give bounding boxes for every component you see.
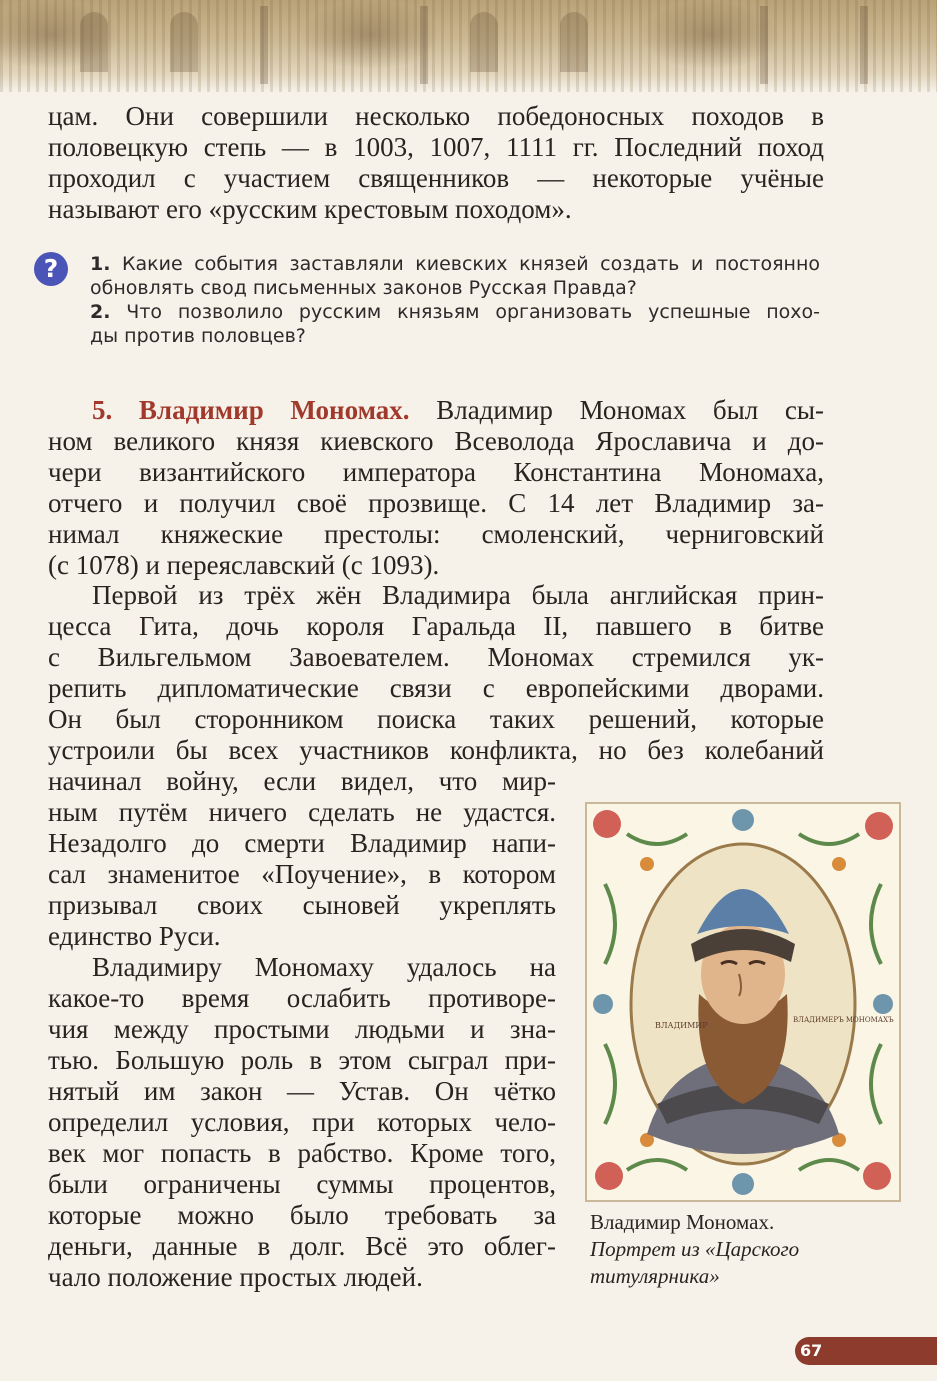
question-2-line: ды против половцев?	[90, 325, 306, 347]
header-ornament-right	[640, 0, 780, 70]
text-line: единство Руси.	[48, 921, 221, 951]
text-line: отчего и получил своё прозвище. С 14 лет Владимир за-	[48, 488, 824, 518]
caption-source-line-2: титулярника»	[590, 1264, 720, 1288]
question-text: Что позволило русским князьям организовать успешные похо-	[126, 301, 820, 323]
text-line: были ограничены суммы процентов,	[48, 1169, 556, 1199]
text-line: цесса Гита, дочь короля Гаральда II, павшего в битве	[48, 611, 824, 641]
text-line: Владимиру Мономаху удалось на	[92, 952, 556, 982]
inscription-right: ВЛАДИМЕРЪ МОНОМАХЪ	[793, 1016, 894, 1024]
text-line: призывал своих сыновей укреплять	[48, 890, 556, 920]
section-paragraph-2-narrow	[48, 766, 556, 952]
portrait-illustration	[587, 804, 899, 1200]
portrait-image	[585, 802, 901, 1202]
section-paragraph-1	[48, 395, 824, 581]
text-line: чия между простыми людьми и зна-	[48, 1014, 556, 1044]
question-icon: ?	[34, 252, 68, 286]
text-line: проходил с участием священников — некоторые учёные	[48, 163, 824, 193]
section-paragraph-3	[48, 952, 556, 1293]
text-line: нимал княжеские престолы: смоленский, черниговский	[48, 519, 824, 549]
header-column	[760, 6, 768, 84]
question-number: 2.	[90, 301, 111, 323]
section-heading-line	[48, 395, 824, 426]
review-questions	[90, 252, 820, 348]
text-line: чери византийского императора Константина Мономаха,	[48, 457, 824, 487]
text-line: которые можно было требовать за	[48, 1200, 556, 1230]
text-line: век мог попасть в рабство. Кроме того,	[48, 1138, 556, 1168]
text-line: называют его «русским крестовым походом».	[48, 194, 572, 224]
text-line: репить дипломатические связи с европейскими дворами.	[48, 673, 824, 703]
header-arch	[470, 12, 498, 72]
text-line: деньги, данные в долг. Всё это облег-	[48, 1231, 556, 1261]
text-line: чало положение простых людей.	[48, 1262, 423, 1292]
question-1-line: обновлять свод письменных законов Русская Правда?	[90, 277, 637, 299]
text-line: сал знаменитое «Поучение», в котором	[48, 859, 556, 889]
caption-title: Владимир Мономах.	[590, 1210, 775, 1234]
top-paragraph	[48, 101, 824, 225]
text-line: Первой из трёх жён Владимира была английская прин-	[92, 580, 824, 610]
header-column	[420, 6, 428, 84]
text-line: ном великого князя киевского Всеволода Ярославича и до-	[48, 426, 824, 456]
text-line: определил условия, при которых чело-	[48, 1107, 556, 1137]
question-2-line	[90, 300, 820, 324]
header-arch	[560, 12, 588, 72]
text-line: Он был сторонником поиска таких решений, которые	[48, 704, 824, 734]
caption-source-line-1: Портрет из «Царского	[590, 1237, 800, 1261]
page-number: 67	[800, 1341, 823, 1360]
header-decorative-band	[0, 0, 937, 92]
text-line: нятый им закон — Устав. Он чётко	[48, 1076, 556, 1106]
text-line: начинал войну, если видел, что мир-	[48, 766, 556, 796]
header-column	[860, 6, 868, 84]
text-line: с Вильгельмом Завоевателем. Мономах стремился ук-	[48, 642, 824, 672]
section-paragraph-2	[48, 580, 824, 766]
text-line: Незадолго до смерти Владимир напи-	[48, 828, 556, 858]
header-arch	[170, 12, 198, 72]
inscription-left: ВЛАДИМИР	[655, 1021, 708, 1030]
text-line: Владимир Мономах был сы-	[436, 395, 825, 425]
portrait-caption	[590, 1209, 920, 1290]
text-line: какое-то время ослабить противоре-	[48, 983, 556, 1013]
question-text: Какие события заставляли киевских князей создать и постоянно	[122, 253, 820, 275]
text-line: устроили бы всех участников конфликта, но без колебаний	[48, 735, 824, 765]
header-column	[260, 6, 268, 84]
text-line: половецкую степь — в 1003, 1007, 1111 гг. Последний поход	[48, 132, 824, 162]
section-title: 5. Владимир Мономах.	[92, 395, 410, 425]
text-line: тью. Большую роль в этом сыграл при-	[48, 1045, 556, 1075]
header-ornament-center	[300, 0, 440, 70]
text-line: ным путём ничего сделать не удастся.	[48, 797, 556, 827]
header-arch	[80, 12, 108, 72]
text-line: цам. Они совершили несколько победоносных походов в	[48, 101, 824, 131]
question-1-line	[90, 252, 820, 276]
question-number: 1.	[90, 253, 111, 275]
text-line: (с 1078) и переяславский (с 1093).	[48, 550, 440, 580]
